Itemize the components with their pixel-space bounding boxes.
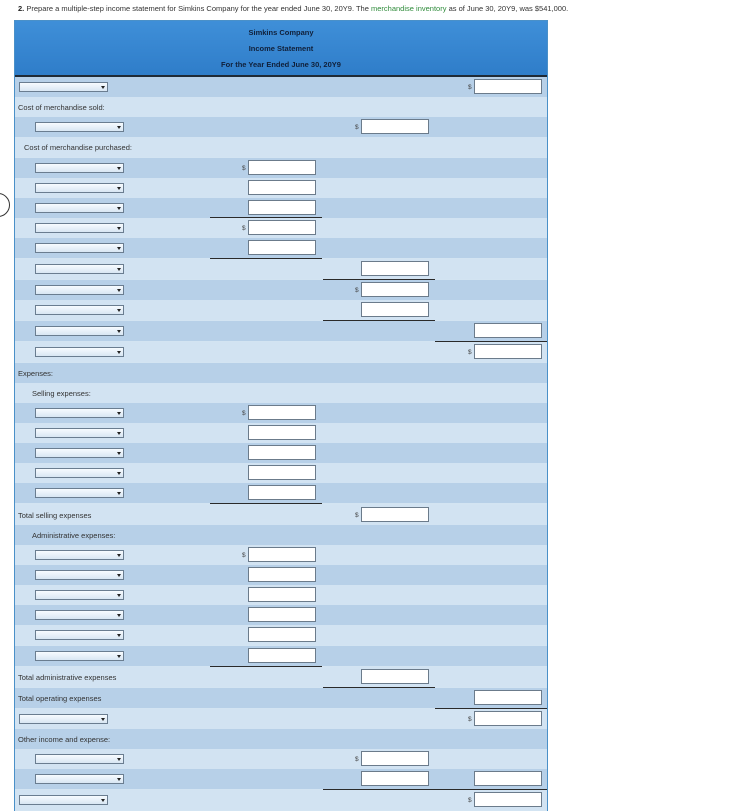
section-row [15, 137, 547, 157]
account-dropdown[interactable] [35, 610, 124, 620]
account-dropdown[interactable] [35, 590, 124, 600]
statement-title: Income Statement [248, 44, 314, 53]
statement-header [15, 21, 547, 77]
account-dropdown[interactable] [35, 651, 124, 661]
account-dropdown[interactable] [35, 550, 124, 560]
input-row [15, 565, 547, 585]
section-row [15, 525, 547, 545]
chevron-down-icon [117, 351, 121, 354]
section-row [15, 729, 547, 749]
input-row [15, 423, 547, 443]
chevron-down-icon [117, 167, 121, 170]
input-row [15, 769, 547, 789]
amount-input[interactable] [361, 282, 429, 297]
amount-input[interactable] [361, 771, 429, 786]
revenue-row [15, 77, 547, 97]
account-dropdown[interactable] [35, 285, 124, 295]
dollar-sign: $ [355, 287, 359, 294]
chevron-down-icon [117, 309, 121, 312]
account-dropdown[interactable] [35, 630, 124, 640]
chevron-down-icon [117, 574, 121, 577]
chevron-down-icon [117, 614, 121, 617]
chevron-down-icon [101, 718, 105, 721]
total-row [15, 688, 547, 708]
account-dropdown[interactable] [19, 82, 108, 92]
amount-input[interactable] [474, 792, 542, 807]
chevron-down-icon [117, 452, 121, 455]
account-dropdown[interactable] [35, 243, 124, 253]
chevron-down-icon [117, 330, 121, 333]
amount-input[interactable] [474, 79, 542, 94]
dollar-sign: $ [242, 410, 246, 417]
total-administrative-expenses-label: Total administrative expenses [18, 673, 117, 682]
chevron-down-icon [117, 187, 121, 190]
account-dropdown[interactable] [35, 774, 124, 784]
amount-input[interactable] [361, 261, 429, 276]
input-row [15, 259, 547, 279]
total-row [15, 505, 547, 525]
question-text: 2. Prepare a multiple-step income statement for Simkins Company for the year ended June 30, 20Y9. The merchandise inventory as of June 30, 20Y9, was $541,000. [18, 4, 569, 13]
amount-input[interactable] [361, 507, 429, 522]
amount-input[interactable] [474, 323, 542, 338]
dollar-sign: $ [242, 165, 246, 172]
chevron-down-icon [117, 758, 121, 761]
account-dropdown[interactable] [35, 347, 124, 357]
chevron-down-icon [117, 412, 121, 415]
total-selling-expenses-label: Total selling expenses [18, 511, 92, 520]
input-row [15, 300, 547, 320]
chevron-down-icon [117, 289, 121, 292]
account-dropdown[interactable] [19, 714, 108, 724]
account-dropdown[interactable] [35, 408, 124, 418]
amount-input[interactable] [248, 405, 316, 420]
amount-input[interactable] [248, 587, 316, 602]
amount-input[interactable] [474, 711, 542, 726]
input-row [15, 342, 547, 362]
chevron-down-icon [117, 778, 121, 781]
chevron-down-icon [117, 207, 121, 210]
dollar-sign: $ [468, 716, 472, 723]
section-row [15, 97, 547, 117]
account-dropdown[interactable] [35, 468, 124, 478]
input-row [15, 483, 547, 503]
input-row [15, 117, 547, 137]
expenses-label: Expenses: [18, 369, 54, 378]
chevron-down-icon [117, 634, 121, 637]
input-row [15, 443, 547, 463]
input-row [15, 463, 547, 483]
chevron-down-icon [117, 432, 121, 435]
chevron-down-icon [101, 799, 105, 802]
account-dropdown[interactable] [35, 203, 124, 213]
amount-input[interactable] [361, 669, 429, 684]
other-income-and-expense-label: Other income and expense: [18, 735, 111, 744]
account-dropdown[interactable] [35, 223, 124, 233]
amount-input[interactable] [361, 751, 429, 766]
merchandise-inventory-link[interactable]: merchandise inventory [371, 4, 447, 13]
input-row [15, 709, 547, 729]
section-row [15, 383, 547, 403]
chevron-down-icon [117, 492, 121, 495]
chevron-down-icon [117, 655, 121, 658]
amount-input[interactable] [248, 425, 316, 440]
input-row [15, 625, 547, 645]
dollar-sign: $ [355, 124, 359, 131]
amount-input[interactable] [248, 567, 316, 582]
input-row [15, 585, 547, 605]
selling-expenses-label: Selling expenses: [32, 389, 91, 398]
input-row [15, 646, 547, 666]
chevron-down-icon [117, 268, 121, 271]
input-row [15, 218, 547, 238]
amount-input[interactable] [474, 690, 542, 705]
input-row [15, 280, 547, 300]
statement-period: For the Year Ended June 30, 20Y9 [221, 60, 341, 69]
account-dropdown[interactable] [35, 305, 124, 315]
chevron-down-icon [117, 247, 121, 250]
amount-input[interactable] [248, 547, 316, 562]
income-statement-form [14, 20, 548, 811]
input-row [15, 749, 547, 769]
dollar-sign: $ [468, 349, 472, 356]
account-dropdown[interactable] [35, 326, 124, 336]
amount-input[interactable] [474, 771, 542, 786]
amount-input[interactable] [248, 200, 316, 215]
administrative-expenses-label: Administrative expenses: [32, 531, 116, 540]
account-dropdown[interactable] [35, 264, 124, 274]
amount-input[interactable] [248, 485, 316, 500]
amount-input[interactable] [248, 220, 316, 235]
total-row [15, 667, 547, 687]
amount-input[interactable] [248, 240, 316, 255]
subtotal-underline [210, 503, 322, 504]
dollar-sign: $ [468, 84, 472, 91]
cost-of-merchandise-purchased-label: Cost of merchandise purchased: [24, 143, 132, 152]
amount-input[interactable] [248, 627, 316, 642]
amount-input[interactable] [248, 445, 316, 460]
amount-input[interactable] [248, 648, 316, 663]
chevron-down-icon [101, 86, 105, 89]
chevron-down-icon [117, 227, 121, 230]
account-dropdown[interactable] [35, 570, 124, 580]
amount-input[interactable] [248, 607, 316, 622]
amount-input[interactable] [248, 180, 316, 195]
chevron-down-icon [117, 126, 121, 129]
input-row [15, 605, 547, 625]
chevron-down-icon [117, 472, 121, 475]
input-row [15, 403, 547, 423]
input-row [15, 790, 547, 810]
dollar-sign: $ [355, 512, 359, 519]
chevron-down-icon [117, 554, 121, 557]
amount-input[interactable] [361, 302, 429, 317]
total-operating-expenses-label: Total operating expenses [18, 694, 102, 703]
dollar-sign: $ [242, 552, 246, 559]
account-dropdown[interactable] [35, 163, 124, 173]
company-name: Simkins Company [248, 28, 314, 37]
dollar-sign: $ [355, 756, 359, 763]
amount-input[interactable] [474, 344, 542, 359]
amount-input[interactable] [361, 119, 429, 134]
amount-input[interactable] [248, 465, 316, 480]
dollar-sign: $ [468, 797, 472, 804]
account-dropdown[interactable] [35, 428, 124, 438]
account-dropdown[interactable] [35, 122, 124, 132]
chevron-down-icon [117, 594, 121, 597]
input-row [15, 178, 547, 198]
input-row [15, 545, 547, 565]
account-dropdown[interactable] [19, 795, 108, 805]
dollar-sign: $ [242, 225, 246, 232]
amount-input[interactable] [248, 160, 316, 175]
account-dropdown[interactable] [35, 448, 124, 458]
section-row [15, 363, 547, 383]
account-dropdown[interactable] [35, 488, 124, 498]
account-dropdown[interactable] [35, 754, 124, 764]
input-row [15, 158, 547, 178]
step-marker-circle [0, 193, 10, 217]
input-row [15, 321, 547, 341]
account-dropdown[interactable] [35, 183, 124, 193]
cost-of-merchandise-sold-label: Cost of merchandise sold: [18, 103, 105, 112]
input-row [15, 238, 547, 258]
input-row [15, 198, 547, 218]
